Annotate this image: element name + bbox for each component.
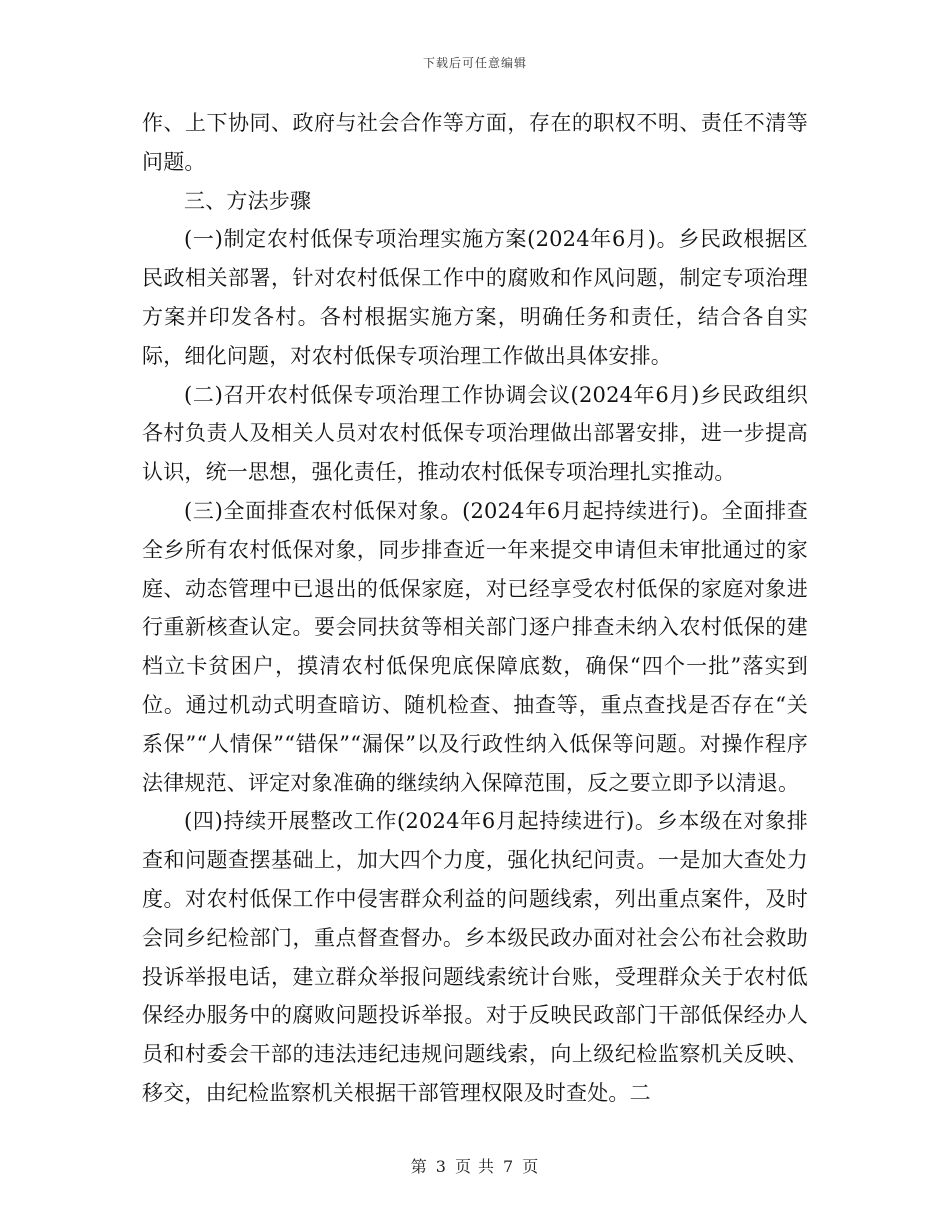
footer-current-page: 3	[435, 1157, 447, 1176]
paragraph-continuation: 作、上下协同、政府与社会合作等方面，存在的职权不明、责任不清等问题。	[142, 111, 808, 174]
footer-total-pages: 7	[503, 1157, 515, 1176]
document-body	[142, 104, 808, 1113]
paragraph-step-2: (二)召开农村低保专项治理工作协调会议(2024年6月)乡民政组织各村负责人及相关人员对农村低保专项治理做出部署安排，进一步提高认识，统一思想，强化责任，推动农村低保专项治理扎实推动。	[142, 382, 808, 485]
page-number-footer	[0, 1154, 950, 1177]
footer-prefix: 第	[410, 1157, 428, 1176]
header-note: 下载后可任意编辑	[422, 56, 527, 70]
paragraph-step-4: (四)持续开展整改工作(2024年6月起持续进行)。乡本级在对象排查和问题查摆基础上，加大四个力度，强化执纪问责。一是加大查处力度。对农村低保工作中侵害群众利益的问题线索，列出重点案件，及时会同乡纪检部门，重点督查督办。乡本级民政办面对社会公布社会救助投诉举报电话，建立群众举报问题线索统计台账，受理群众关于农村低保经办服务中的腐败问题投诉举报。对于反映民政部门干部低保经办人员和村委会干部的违法违纪违规问题线索，向上级纪检监察机关反映、移交，由纪检监察机关根据干部管理权限及时查处。二	[142, 809, 808, 1105]
footer-suffix: 页	[522, 1157, 540, 1176]
paragraph-step-3: (三)全面排查农村低保对象。(2024年6月起持续进行)。全面排查全乡所有农村低保对象，同步排查近一年来提交申请但未审批通过的家庭、动态管理中已退出的低保家庭，对已经享受农村低保的家庭对象进行重新核查认定。要会同扶贫等相关部门逐户排查未纳入农村低保的建档立卡贫困户，摸清农村低保兜底保障底数，确保“四个一批”落实到位。通过机动式明查暗访、随机检查、抽查等，重点查找是否存在“关系保”“人情保”“错保”“漏保”以及行政性纳入低保等问题。对操作程序法律规范、评定对象准确的继续纳入保障范围，反之要立即予以清退。	[142, 498, 808, 795]
paragraph-step-1: (一)制定农村低保专项治理实施方案(2024年6月)。乡民政根据区民政相关部署，针对农村低保工作中的腐败和作风问题，制定专项治理方案并印发各村。各村根据实施方案，明确任务和责任，结合各自实际，细化问题，对农村低保专项治理工作做出具体安排。	[142, 227, 808, 368]
section-heading: 三、方法步骤	[184, 188, 312, 213]
footer-middle: 页 共	[454, 1157, 496, 1176]
